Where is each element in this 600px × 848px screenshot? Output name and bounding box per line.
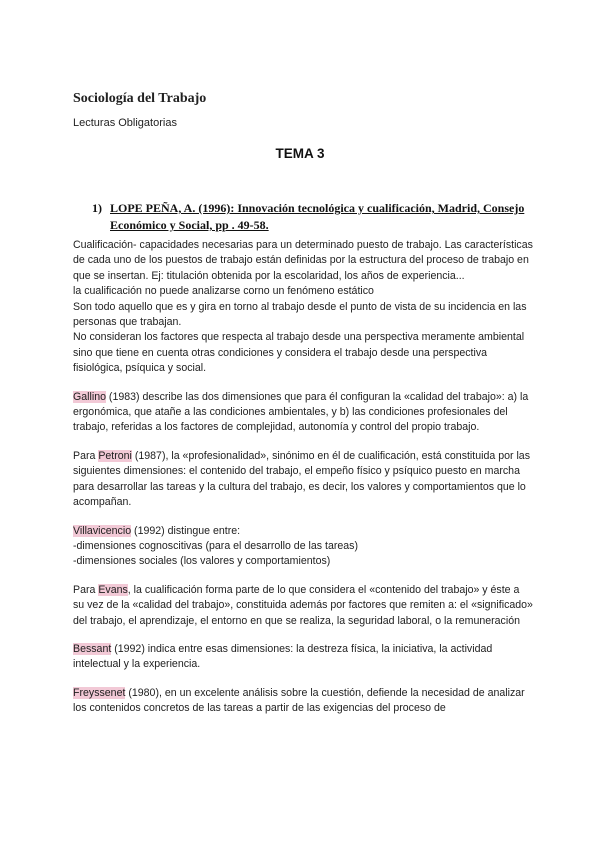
intro-paragraph-4: No consideran los factores que respecta al trabajo desde una perspectiva meramente ambiental sino que tiene en cuenta otras condiciones y considera el trabajo desde una perspectiva fisiológica, psíquica y social. (73, 331, 525, 375)
intro-paragraph-3: Son todo aquello que es y gira en torno al trabajo desde el punto de vista de su incidencia en las personas que trabajan. (73, 300, 527, 329)
author-highlight-evans: Evans (98, 583, 128, 596)
document-subtitle: Lecturas Obligatorias (73, 117, 177, 129)
petroni-prefix: Para (73, 449, 99, 462)
topic-heading: TEMA 3 (275, 146, 325, 161)
gallino-text: (1983) describe las dos dimensiones que para él configuran la «calidad del trabajo»: a) la ergonómica, que atañe a las condiciones ambientales, y b) las condiciones profesionales del trabajo, referidas a los factores de complejidad, autonomía y control del propio trabajo. (73, 390, 529, 434)
author-highlight-gallino: Gallino (73, 390, 106, 403)
document-body (73, 238, 533, 717)
author-highlight-petroni: Petroni (98, 449, 132, 462)
freyssenet-paragraph (73, 686, 533, 717)
villavicencio-paragraph (73, 524, 533, 539)
freyssenet-text: (1980), en un excelente análisis sobre la cuestión, defiende la necesidad de analizar los contenidos concretos de las tareas a partir de las exigencias del proceso de (73, 686, 525, 715)
document-title: Sociología del Trabajo (73, 91, 207, 106)
section-reference: LOPE PEÑA, A. (1996): Innovación tecnológica y cualificación, Madrid, Consejo Económico y Social, pp . 49-58. (110, 201, 525, 232)
villavicencio-item-1: -dimensiones cognoscitivas (para el desarrollo de las tareas) (73, 539, 358, 552)
author-highlight-villavicencio: Villavicencio (73, 524, 132, 537)
author-highlight-bessant: Bessant (73, 642, 112, 655)
section-number: 1) (92, 201, 102, 215)
bessant-text: (1992) indica entre esas dimensiones: la destreza física, la iniciativa, la actividad intelectual y la experiencia. (73, 642, 493, 671)
bessant-paragraph (73, 642, 533, 673)
evans-prefix: Para (73, 583, 99, 596)
evans-paragraph (73, 583, 533, 629)
intro-paragraph-1: Cualificación- capacidades necesarias para un determinado puesto de trabajo. Las características de cada uno de los puestos de trabajo están definidas por la estructura del proceso de trabajo en que se insertan. Ej: titulación obtenida por la escolaridad, los años de experiencia... (73, 239, 533, 282)
petroni-text: (1987), la «profesionalidad», sinónimo en él de cualificación, está constituida por las siguientes dimensiones: el contenido del trabajo, el empeño físico y psíquico puesto en marcha para desarrollar las tareas y la cultura del trabajo, es decir, los valores y comportamientos que lo acompañan. (73, 449, 530, 509)
gallino-paragraph (73, 390, 533, 436)
intro-paragraph-2: la cualificación no puede analizarse corno un fenómeno estático (73, 285, 374, 298)
evans-text: , la cualificación forma parte de lo que considera el «contenido del trabajo» y éste a su vez de la «calidad del trabajo», constituida además por factores que remiten a: el «significado» del trabajo, el aprendizaje, el entorno en que se realiza, la seguridad laboral, o la remuneración (73, 583, 533, 627)
section-heading (92, 200, 550, 234)
villavicencio-item-2: -dimensiones sociales (los valores y comportamientos) (73, 555, 331, 568)
petroni-paragraph (73, 449, 533, 511)
villavicencio-text: (1992) distingue entre: (131, 524, 241, 537)
author-highlight-freyssenet: Freyssenet (73, 686, 126, 699)
